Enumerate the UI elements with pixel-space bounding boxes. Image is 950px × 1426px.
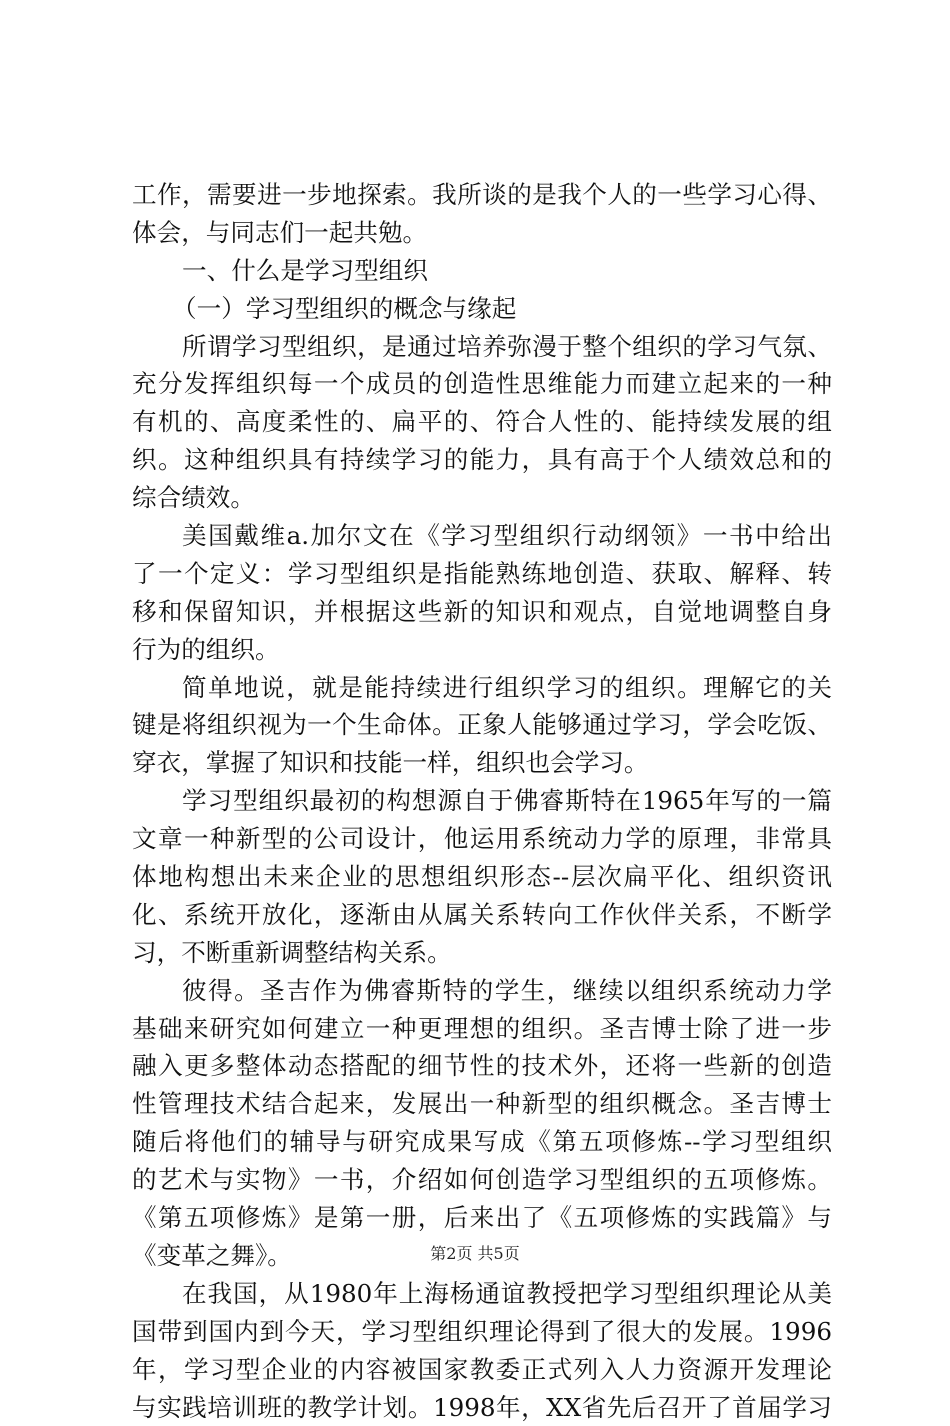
text-line: 行为的组织。 bbox=[132, 631, 832, 669]
text-line: 彼得。圣吉作为佛睿斯特的学生，继续以组织系统动力学 bbox=[132, 972, 832, 1010]
text-line: 在我国，从1980年上海杨通谊教授把学习型组织理论从美 bbox=[132, 1275, 832, 1313]
text-line: 了一个定义：学习型组织是指能熟练地创造、获取、解释、转 bbox=[132, 555, 832, 593]
text-line: 穿衣，掌握了知识和技能一样，组织也会学习。 bbox=[132, 744, 832, 782]
text-line: 《变革之舞》。 bbox=[132, 1237, 832, 1275]
text-line: 工作，需要进一步地探索。我所谈的是我个人的一些学习心得、 bbox=[132, 176, 832, 214]
text-line: 织。这种组织具有持续学习的能力，具有高于个人绩效总和的 bbox=[132, 441, 832, 479]
text-line: 有机的、高度柔性的、扁平的、符合人性的、能持续发展的组 bbox=[132, 403, 832, 441]
text-line: 键是将组织视为一个生命体。正象人能够通过学习，学会吃饭、 bbox=[132, 706, 832, 744]
text-line: 随后将他们的辅导与研究成果写成《第五项修炼--学习型组织 bbox=[132, 1123, 832, 1161]
page-footer: 第2页 共5页 bbox=[0, 1243, 950, 1265]
text-line: 美国戴维a.加尔文在《学习型组织行动纲领》一书中给出 bbox=[132, 517, 832, 555]
text-line: 移和保留知识，并根据这些新的知识和观点，自觉地调整自身 bbox=[132, 593, 832, 631]
text-line: 《第五项修炼》是第一册，后来出了《五项修炼的实践篇》与 bbox=[132, 1199, 832, 1237]
text-line: 与实践培训班的教学计划。1998年，XX省先后召开了首届学习 bbox=[132, 1389, 832, 1426]
text-line: 的艺术与实物》一书，介绍如何创造学习型组织的五项修炼。 bbox=[132, 1161, 832, 1199]
text-line: 文章一种新型的公司设计，他运用系统动力学的原理，非常具 bbox=[132, 820, 832, 858]
subsection-heading: （一）学习型组织的概念与缘起 bbox=[132, 290, 832, 328]
text-line: 体地构想出未来企业的思想组织形态--层次扁平化、组织资讯 bbox=[132, 858, 832, 896]
section-heading: 一、什么是学习型组织 bbox=[132, 252, 832, 290]
document-body bbox=[132, 176, 832, 1426]
text-line: 体会，与同志们一起共勉。 bbox=[132, 214, 832, 252]
text-line: 基础来研究如何建立一种更理想的组织。圣吉博士除了进一步 bbox=[132, 1010, 832, 1048]
text-line: 所谓学习型组织，是通过培养弥漫于整个组织的学习气氛、 bbox=[132, 328, 832, 366]
text-line: 性管理技术结合起来，发展出一种新型的组织概念。圣吉博士 bbox=[132, 1085, 832, 1123]
text-line: 简单地说，就是能持续进行组织学习的组织。理解它的关 bbox=[132, 669, 832, 707]
text-line: 国带到国内到今天，学习型组织理论得到了很大的发展。1996 bbox=[132, 1313, 832, 1351]
text-line: 学习型组织最初的构想源自于佛睿斯特在1965年写的一篇 bbox=[132, 782, 832, 820]
text-line: 融入更多整体动态搭配的细节性的技术外，还将一些新的创造 bbox=[132, 1047, 832, 1085]
text-line: 化、系统开放化，逐渐由从属关系转向工作伙伴关系，不断学 bbox=[132, 896, 832, 934]
text-line: 综合绩效。 bbox=[132, 479, 832, 517]
text-line: 习，不断重新调整结构关系。 bbox=[132, 934, 832, 972]
text-line: 年，学习型企业的内容被国家教委正式列入人力资源开发理论 bbox=[132, 1351, 832, 1389]
text-line: 充分发挥组织每一个成员的创造性思维能力而建立起来的一种 bbox=[132, 365, 832, 403]
